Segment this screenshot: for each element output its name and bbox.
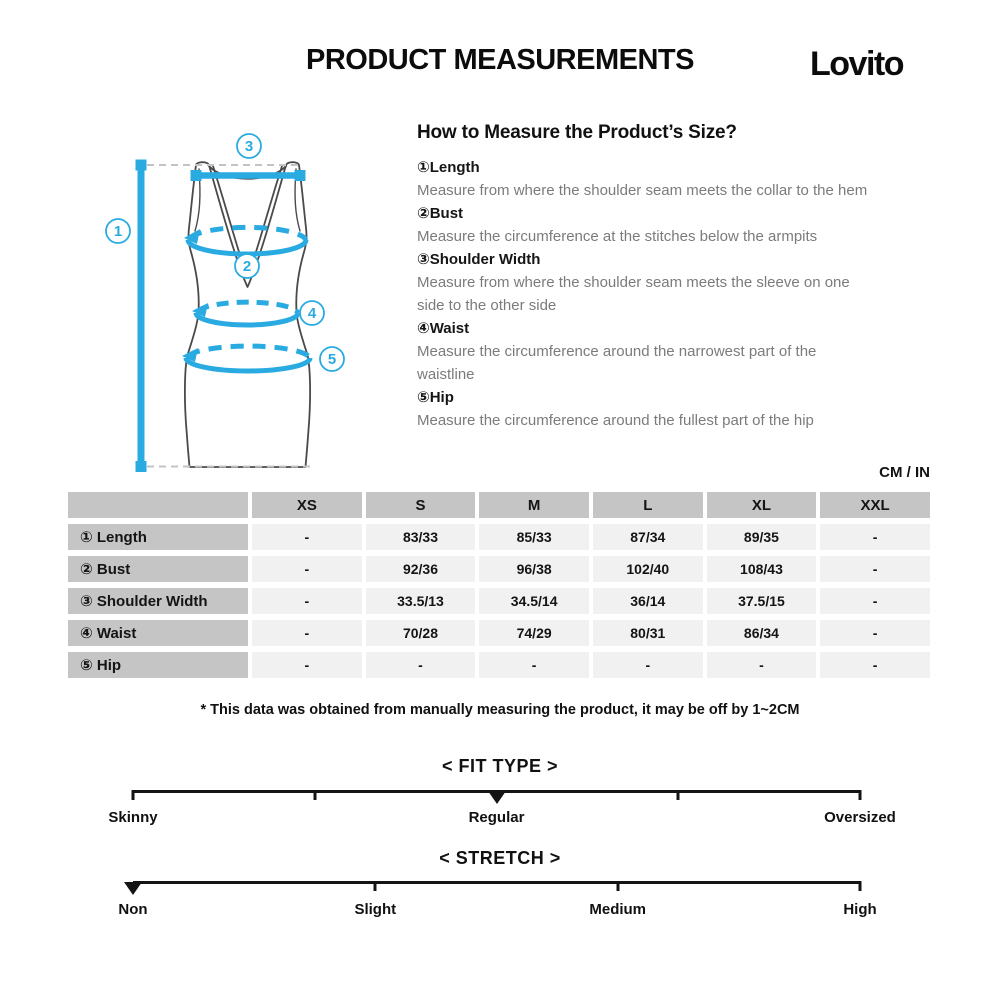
callout-3-number: 3 bbox=[244, 138, 254, 155]
measurement-value-cell: 33.5/13 bbox=[366, 588, 476, 614]
stretch-scale-line bbox=[133, 881, 860, 884]
measurement-value-cell: - bbox=[252, 524, 362, 550]
measurement-row-label: ② Bust bbox=[68, 556, 248, 582]
measurement-value-cell: - bbox=[820, 588, 930, 614]
measurement-value-cell: 92/36 bbox=[366, 556, 476, 582]
measurement-value-cell: 102/40 bbox=[593, 556, 703, 582]
fit-type-title: < FIT TYPE > bbox=[441, 756, 559, 776]
scale-tick bbox=[677, 790, 680, 800]
measurement-value-cell: - bbox=[479, 652, 589, 678]
size-table-row bbox=[68, 652, 930, 678]
measurement-value-cell: - bbox=[707, 652, 817, 678]
callout-2-number: 2 bbox=[242, 258, 252, 275]
scale-tick bbox=[859, 881, 862, 891]
disclaimer-note: * This data was obtained from manually measuring the product, it may be off by 1~2CM bbox=[200, 702, 800, 718]
measurement-value-cell: 89/35 bbox=[707, 524, 817, 550]
dress-diagram bbox=[85, 118, 350, 483]
measurement-value-cell: 80/31 bbox=[593, 620, 703, 646]
size-table-corner-cell bbox=[68, 492, 248, 518]
callout-1-number: 1 bbox=[113, 223, 123, 240]
size-column-header: S bbox=[366, 492, 476, 518]
measurement-row-label: ① Length bbox=[68, 524, 248, 550]
stretch-title: < STRETCH > bbox=[439, 848, 561, 868]
guide-item-label: ④Waist bbox=[417, 320, 470, 337]
measurement-value-cell: - bbox=[252, 652, 362, 678]
size-table-body bbox=[68, 524, 930, 678]
length-top-square bbox=[136, 160, 147, 171]
stretch-scale-labels bbox=[118, 901, 877, 921]
guide-item bbox=[417, 248, 875, 317]
scale-label: Skinny bbox=[108, 809, 158, 826]
measurement-value-cell: 36/14 bbox=[593, 588, 703, 614]
measurement-value-cell: 83/33 bbox=[366, 524, 476, 550]
measurement-value-cell: - bbox=[252, 620, 362, 646]
measurement-value-cell: - bbox=[593, 652, 703, 678]
scale-tick bbox=[313, 790, 316, 800]
guide-item-desc: Measure from where the shoulder seam meets the sleeve on one side to the other side bbox=[417, 274, 850, 314]
measurement-value-cell: 37.5/15 bbox=[707, 588, 817, 614]
size-column-header: M bbox=[479, 492, 589, 518]
measurement-value-cell: - bbox=[252, 588, 362, 614]
measurement-row-label: ③ Shoulder Width bbox=[68, 588, 248, 614]
measurement-value-cell: 108/43 bbox=[707, 556, 817, 582]
scale-label: High bbox=[843, 901, 877, 918]
measurement-value-cell: - bbox=[820, 652, 930, 678]
scale-marker-triangle bbox=[124, 882, 142, 895]
guide-item-desc: Measure the circumference around the fullest part of the hip bbox=[417, 412, 814, 429]
guide-item-desc: Measure the circumference around the narrowest part of the waistline bbox=[417, 343, 817, 383]
size-column-header: XXL bbox=[820, 492, 930, 518]
measurement-value-cell: 74/29 bbox=[479, 620, 589, 646]
guide-item-label: ⑤Hip bbox=[417, 389, 454, 406]
fit-type-scale-line bbox=[133, 790, 860, 793]
size-column-header: L bbox=[593, 492, 703, 518]
unit-label: CM / IN bbox=[879, 464, 930, 481]
size-column-header: XS bbox=[252, 492, 362, 518]
scale-label: Regular bbox=[468, 809, 525, 826]
guide-item-desc: Measure the circumference at the stitches below the armpits bbox=[417, 228, 818, 245]
measurement-value-cell: - bbox=[820, 556, 930, 582]
measurement-value-cell: 87/34 bbox=[593, 524, 703, 550]
guide-item-label: ③Shoulder Width bbox=[417, 251, 541, 268]
scale-label: Medium bbox=[589, 901, 647, 918]
guide-item bbox=[417, 386, 875, 432]
measurement-value-cell: 34.5/14 bbox=[479, 588, 589, 614]
size-table-row bbox=[68, 620, 930, 646]
measurement-value-cell: 70/28 bbox=[366, 620, 476, 646]
measurement-value-cell: 86/34 bbox=[707, 620, 817, 646]
guide-item-desc: Measure from where the shoulder seam meets the collar to the hem bbox=[417, 182, 868, 199]
measurement-value-cell: - bbox=[252, 556, 362, 582]
scale-tick bbox=[616, 881, 619, 891]
scale-label: Slight bbox=[354, 901, 397, 918]
measurement-value-cell: 96/38 bbox=[479, 556, 589, 582]
scale-tick bbox=[374, 881, 377, 891]
guide-item bbox=[417, 202, 875, 248]
size-table bbox=[64, 486, 934, 684]
scale-tick bbox=[132, 790, 135, 800]
measuring-guide bbox=[417, 122, 875, 432]
scale-tick bbox=[859, 790, 862, 800]
size-table-row bbox=[68, 588, 930, 614]
size-table-header-row bbox=[68, 492, 930, 518]
guide-heading: How to Measure the Product’s Size? bbox=[417, 122, 737, 143]
size-column-header: XL bbox=[707, 492, 817, 518]
brand-logo: Lovito bbox=[810, 45, 903, 83]
measurement-value-cell: - bbox=[366, 652, 476, 678]
measurement-value-cell: - bbox=[820, 620, 930, 646]
size-table-row bbox=[68, 524, 930, 550]
guide-item-label: ①Length bbox=[417, 159, 480, 176]
scale-label: Non bbox=[118, 901, 148, 918]
guide-item bbox=[417, 317, 875, 386]
size-table-row bbox=[68, 556, 930, 582]
callout-5-number: 5 bbox=[327, 351, 337, 368]
measurement-row-label: ⑤ Hip bbox=[68, 652, 248, 678]
guide-item-label: ②Bust bbox=[417, 205, 464, 222]
guide-items bbox=[417, 156, 875, 432]
scale-marker-triangle bbox=[488, 791, 506, 804]
page-title: PRODUCT MEASUREMENTS bbox=[306, 44, 694, 76]
fit-type-scale-labels bbox=[108, 809, 896, 829]
scale-label: Oversized bbox=[824, 809, 896, 826]
measurement-value-cell: 85/33 bbox=[479, 524, 589, 550]
guide-item bbox=[417, 156, 875, 202]
measurement-value-cell: - bbox=[820, 524, 930, 550]
measurement-row-label: ④ Waist bbox=[68, 620, 248, 646]
callout-4-number: 4 bbox=[307, 305, 317, 322]
